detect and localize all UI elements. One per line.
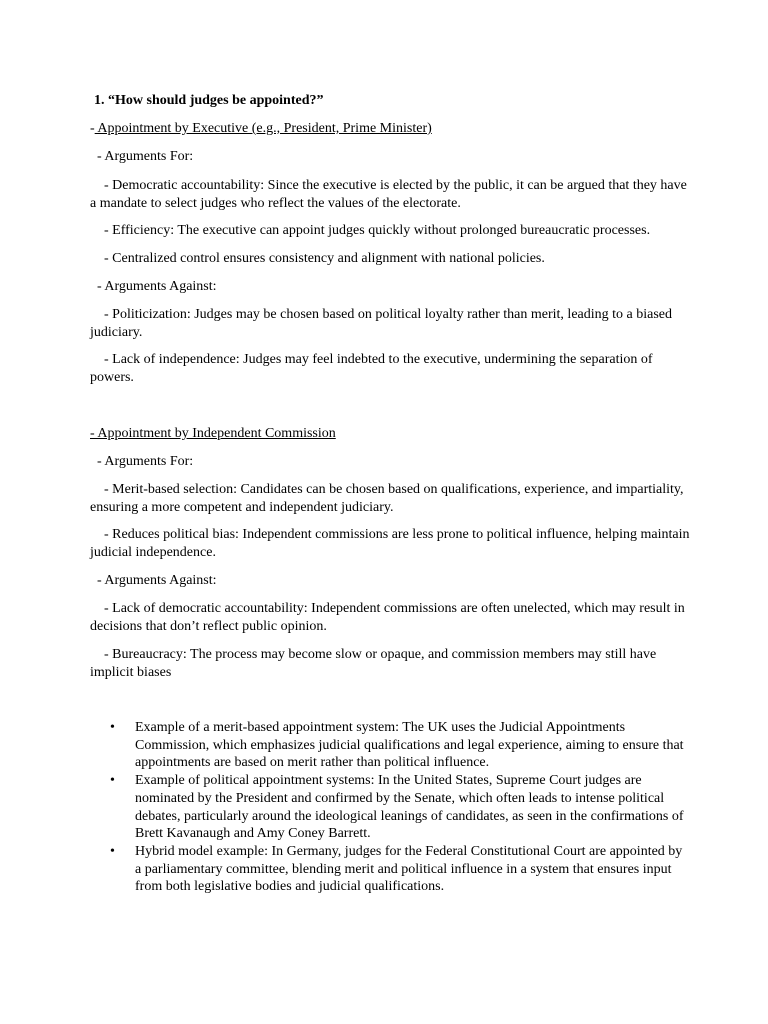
document-title: 1. “How should judges be appointed?” [94,93,324,108]
section1-for-item: - Efficiency: The executive can appoint judges quickly without prolonged bureaucratic processes. [90,223,651,238]
section1-heading [90,120,690,138]
section2-against-item: - Lack of democratic accountability: Independent commissions are often unelected, which may result in decisions that don’t reflect public opinion. [90,601,689,634]
bullet-icon: • [110,843,115,859]
section1-against-item: - Lack of independence: Judges may feel indebted to the executive, undermining the separation of powers. [90,352,657,385]
bullet-icon: • [110,773,115,789]
list-item-text: Example of political appointment systems: In the United States, Supreme Court judges are nominated by the President and confirmed by the Senate, which often leads to intense political debates, particularly around the ideological leanings of candidates, as seen in the confirmations of Brett Kavanaugh and Amy Coney Barrett. [135,773,684,842]
section1-against-label: - Arguments Against: [90,279,217,294]
bullet-icon: • [110,720,115,735]
section1-heading-text: Appointment by Executive (e.g., President, Prime Minister) [94,121,432,136]
section2-against-item: - Bureaucracy: The process may become slow or opaque, and commission members may still have implicit biases [90,647,660,680]
list-item [90,843,690,896]
section1-against-item: - Politicization: Judges may be chosen based on political loyalty rather than merit, leading to a biased judiciary. [90,307,676,340]
section1-heading-dash: - [90,121,95,136]
list-item-text: Hybrid model example: In Germany, judges for the Federal Constitutional Court are appointed by a parliamentary committee, blending merit and political influence in a system that ensures input from both legislative bodies and judicial qualifications. [135,843,683,895]
list-item-text: Example of a merit-based appointment system: The UK uses the Judicial Appointments Commission, which emphasizes judicial qualifications and legal experience, aiming to ensure that appointments are based on merit rather than political influence. [135,720,684,771]
section1-for-label: - Arguments For: [90,149,194,164]
examples-bullet-list [90,719,690,896]
section2-for-item: - Merit-based selection: Candidates can be chosen based on qualifications, experience, and impartiality, ensuring a more competent and independent judiciary. [90,482,687,515]
list-item [90,719,690,772]
section2-for-label: - Arguments For: [90,454,194,469]
section2-heading: - Appointment by Independent Commission [90,426,336,441]
section1-for-item: - Centralized control ensures consistency and alignment with national policies. [90,251,545,266]
section2-against-label: - Arguments Against: [90,573,217,588]
list-item [90,772,690,843]
section1-for-item: - Democratic accountability: Since the executive is elected by the public, it can be argued that they have a mandate to select judges who reflect the values of the electorate. [90,178,691,211]
section2-for-item: - Reduces political bias: Independent commissions are less prone to political influence, helping maintain judicial independence. [90,527,694,560]
